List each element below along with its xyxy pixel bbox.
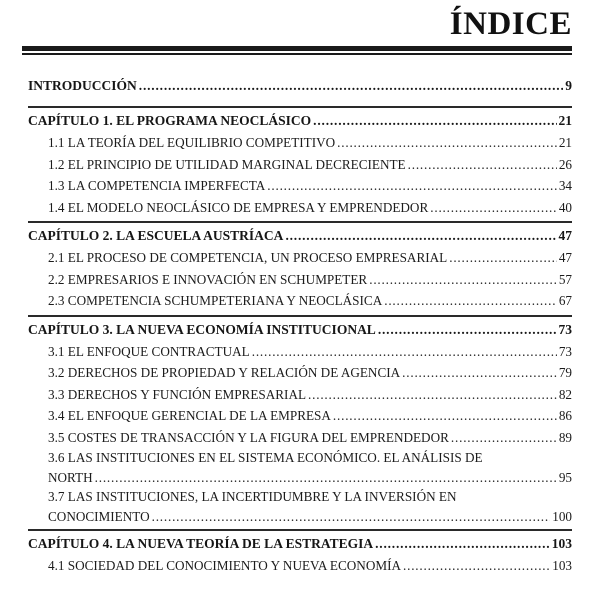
dot-leader — [375, 533, 550, 555]
toc-chapter-3[interactable] — [28, 319, 572, 341]
section-label-line1: 3.7 LAS INSTITUCIONES, LA INCERTIDUMBRE Y LA INVERSIÓN EN — [48, 489, 457, 504]
chapter-label: CAPÍTULO 3. LA NUEVA ECONOMÍA INSTITUCIONAL — [28, 321, 376, 337]
dot-leader — [449, 247, 557, 269]
section-page: 86 — [558, 408, 572, 423]
section-page: 95 — [558, 470, 572, 485]
section-label: 3.3 DERECHOS Y FUNCIÓN EMPRESARIAL — [48, 386, 307, 402]
section-label: 2.3 COMPETENCIA SCHUMPETERIANA Y NEOCLÁSICA — [48, 293, 383, 308]
section-page: 89 — [558, 429, 572, 445]
toc-section-1-3[interactable] — [48, 175, 572, 197]
section-page: 47 — [558, 250, 572, 265]
toc-section-3-5[interactable] — [48, 427, 572, 449]
toc-section-3-4[interactable] — [48, 405, 572, 427]
section-label: 3.2 DERECHOS DE PROPIEDAD Y RELACIÓN DE AGENCIA — [48, 365, 401, 380]
section-page: 57 — [558, 271, 572, 287]
section-page: 82 — [558, 386, 572, 402]
dot-leader — [451, 427, 557, 449]
toc-section-3-7[interactable] — [48, 487, 572, 526]
dot-leader — [252, 341, 557, 363]
toc-section-1-1[interactable] — [48, 132, 572, 154]
section-label: 3.5 COSTES DE TRANSACCIÓN Y LA FIGURA DEL EMPRENDEDOR — [48, 429, 449, 445]
toc-chapter-1[interactable] — [28, 110, 572, 132]
toc-chapter-4[interactable] — [28, 533, 572, 555]
section-divider — [28, 106, 572, 108]
chapter-label: CAPÍTULO 4. LA NUEVA TEORÍA DE LA ESTRATEGIA — [28, 536, 374, 551]
section-page: 21 — [558, 135, 572, 150]
toc-section-3-3[interactable] — [48, 384, 572, 406]
toc-intro-label: INTRODUCCIÓN — [28, 78, 137, 93]
dot-leader — [139, 75, 563, 97]
chapter-label: CAPÍTULO 1. EL PROGRAMA NEOCLÁSICO — [28, 113, 312, 128]
section-label: 2.2 EMPRESARIOS E INNOVACIÓN EN SCHUMPETER — [48, 271, 368, 287]
section-page: 67 — [558, 293, 572, 308]
title-rule-thin — [22, 53, 572, 55]
section-label: 1.3 LA COMPETENCIA IMPERFECTA — [48, 178, 266, 193]
dot-leader — [408, 154, 557, 176]
section-label-line2: CONOCIMIENTO — [48, 509, 150, 524]
table-of-contents — [28, 75, 572, 577]
section-label: 1.1 LA TEORÍA DEL EQUILIBRIO COMPETITIVO — [48, 135, 336, 150]
toc-section-3-1[interactable] — [48, 341, 572, 363]
toc-section-3-2[interactable] — [48, 362, 572, 384]
dot-leader — [267, 175, 557, 197]
section-divider — [28, 221, 572, 223]
toc-section-2-2[interactable] — [48, 269, 572, 291]
section-page: 34 — [558, 178, 572, 193]
chapter-label: CAPÍTULO 2. LA ESCUELA AUSTRÍACA — [28, 228, 284, 243]
toc-section-2-1[interactable] — [48, 247, 572, 269]
section-label-line2: NORTH — [48, 470, 93, 485]
toc-chapter-2[interactable] — [28, 225, 572, 247]
section-divider — [28, 529, 572, 531]
title-rule-thick — [22, 46, 572, 51]
dot-leader — [378, 319, 557, 341]
chapter-page: 103 — [551, 536, 572, 551]
toc-section-1-2[interactable] — [48, 154, 572, 176]
toc-section-4-1[interactable] — [48, 555, 572, 577]
toc-intro-page: 9 — [565, 78, 572, 93]
dot-leader — [402, 362, 557, 384]
section-label: 2.1 EL PROCESO DE COMPETENCIA, UN PROCESO EMPRESARIAL — [48, 250, 448, 265]
section-label: 3.1 EL ENFOQUE CONTRACTUAL — [48, 343, 250, 359]
dot-leader — [308, 384, 557, 406]
section-page: 79 — [558, 365, 572, 380]
toc-section-3-6[interactable] — [48, 448, 572, 487]
dot-leader — [313, 110, 556, 132]
section-page: 40 — [558, 199, 572, 215]
chapter-page: 73 — [558, 321, 572, 337]
dot-leader — [403, 555, 550, 577]
section-page: 73 — [558, 343, 572, 359]
chapter-page: 21 — [558, 113, 572, 128]
dot-leader — [95, 468, 557, 487]
toc-section-2-3[interactable] — [48, 290, 572, 312]
dot-leader — [152, 507, 551, 526]
section-label: 3.4 EL ENFOQUE GERENCIAL DE LA EMPRESA — [48, 408, 331, 423]
dot-leader — [285, 225, 556, 247]
toc-section-1-4[interactable] — [48, 197, 572, 219]
dot-leader — [369, 269, 557, 291]
section-label-line1: 3.6 LAS INSTITUCIONES EN EL SISTEMA ECONÓMICO. EL ANÁLISIS DE — [48, 450, 483, 465]
dot-leader — [333, 405, 557, 427]
section-page: 26 — [558, 156, 572, 172]
section-page: 100 — [552, 509, 572, 524]
section-page: 103 — [552, 558, 572, 573]
chapter-page: 47 — [558, 228, 572, 243]
toc-intro[interactable] — [28, 75, 572, 97]
section-label: 4.1 SOCIEDAD DEL CONOCIMIENTO Y NUEVA ECONOMÍA — [48, 558, 401, 573]
section-divider — [28, 315, 572, 317]
dot-leader — [384, 290, 557, 312]
dot-leader — [430, 197, 557, 219]
dot-leader — [337, 132, 557, 154]
section-label: 1.4 EL MODELO NEOCLÁSICO DE EMPRESA Y EMPRENDEDOR — [48, 199, 429, 215]
section-label: 1.2 EL PRINCIPIO DE UTILIDAD MARGINAL DECRECIENTE — [48, 156, 406, 172]
page-title: ÍNDICE — [449, 6, 572, 42]
